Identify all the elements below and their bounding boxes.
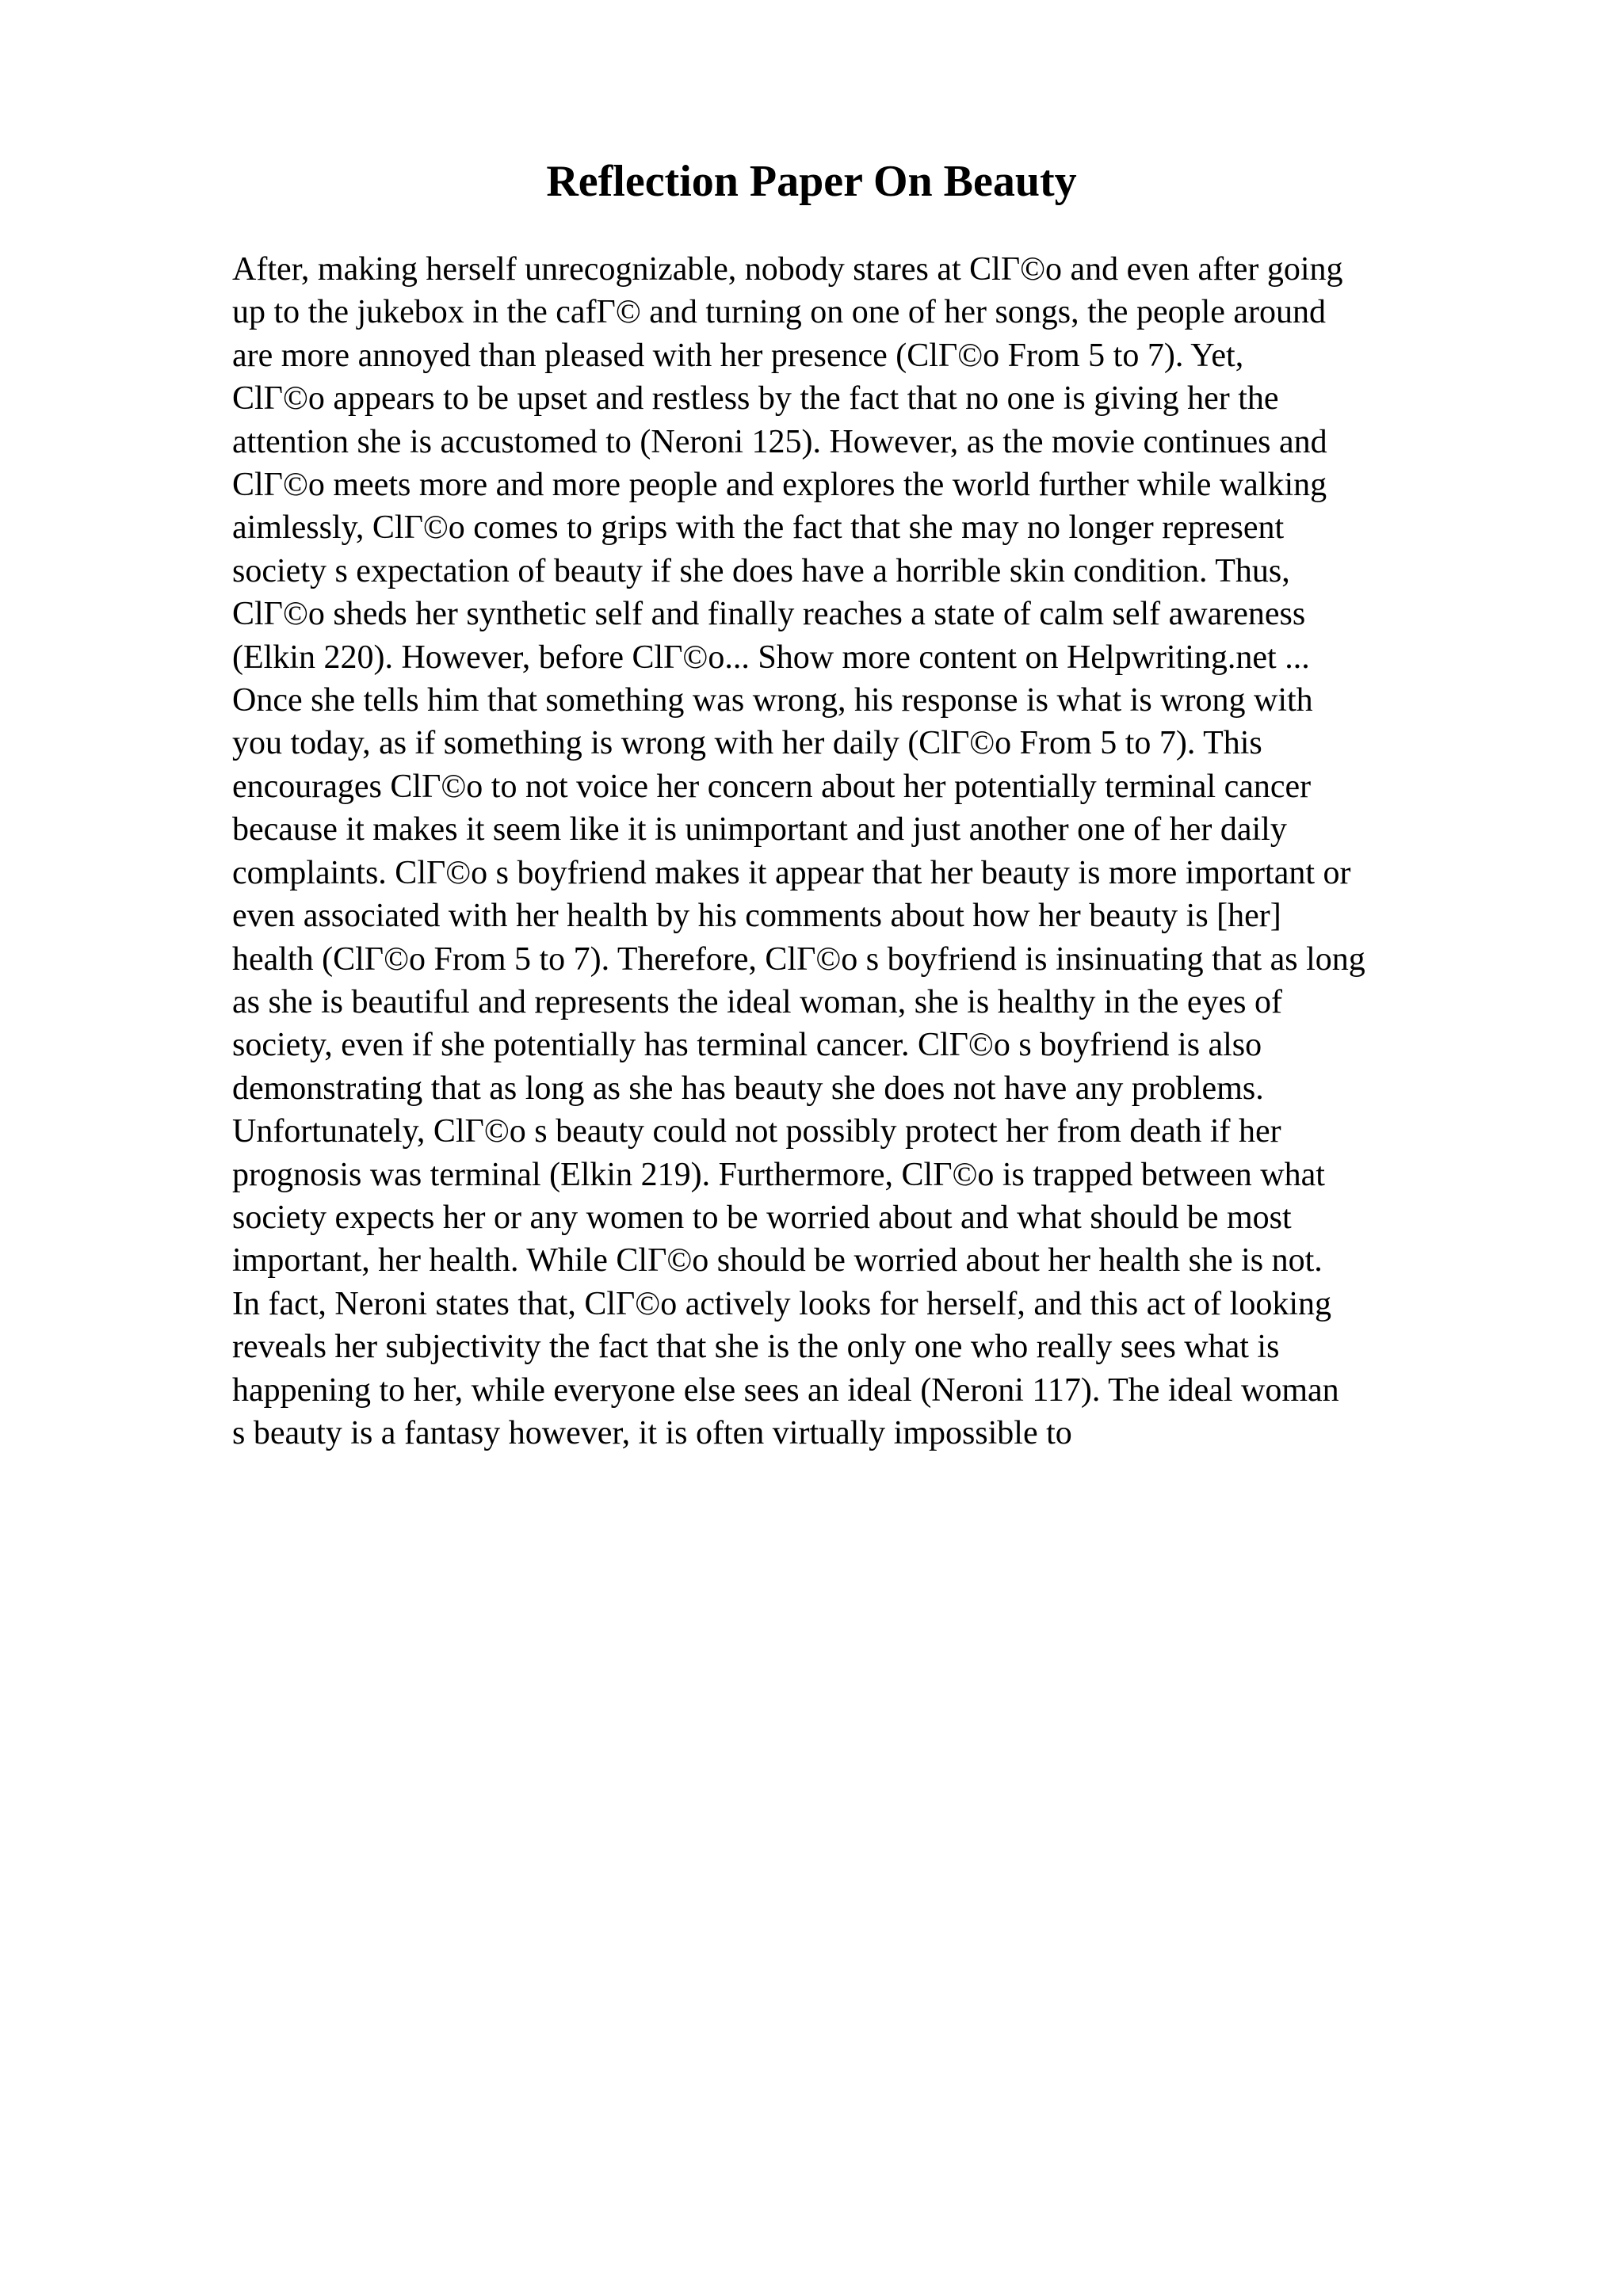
text-line: attention she is accustomed to (Neroni 125). However, as the movie continues and <box>232 423 1327 460</box>
text-line: you today, as if something is wrong with her daily (ClГ©o From 5 to 7). This <box>232 725 1262 762</box>
text-line: are more annoyed than pleased with her presence (ClГ©o From 5 to 7). Yet, <box>232 337 1244 374</box>
text-line: important, her health. While ClГ©o should be worried about her health she is not. <box>232 1242 1323 1280</box>
text-line: society, even if she potentially has terminal cancer. ClГ©o s boyfriend is also <box>232 1027 1262 1064</box>
text-line: ClГ©o meets more and more people and explores the world further while walking <box>232 467 1327 504</box>
text-line: After, making herself unrecognizable, nobody stares at ClГ©o and even after going <box>232 251 1343 288</box>
text-line: society s expectation of beauty if she does have a horrible skin condition. Thus, <box>232 552 1290 589</box>
text-line: (Elkin 220). However, before ClГ©o... Show more content on Helpwriting.net ... <box>232 639 1310 676</box>
text-line: happening to her, while everyone else sees an ideal (Neroni 117). The ideal woman <box>232 1371 1339 1409</box>
document-title: Reflection Paper On Beauty <box>546 157 1077 206</box>
text-line: ClГ©o appears to be upset and restless by the fact that no one is giving her the <box>232 380 1279 418</box>
text-line: ClГ©o sheds her synthetic self and finally reaches a state of calm self awareness <box>232 596 1306 633</box>
text-line: reveals her subjectivity the fact that she is the only one who really sees what is <box>232 1329 1280 1366</box>
text-line: s beauty is a fantasy however, it is often virtually impossible to <box>232 1414 1072 1451</box>
text-line: In fact, Neroni states that, ClГ©o actively looks for herself, and this act of looking <box>232 1285 1332 1322</box>
body-text <box>232 248 1516 1455</box>
text-line: even associated with her health by his comments about how her beauty is [her] <box>232 898 1281 935</box>
text-line: up to the jukebox in the cafГ© and turning on one of her songs, the people around <box>232 294 1327 331</box>
text-line: health (ClГ©o From 5 to 7). Therefore, ClГ©o s boyfriend is insinuating that as long <box>232 940 1365 978</box>
text-line: demonstrating that as long as she has beauty she does not have any problems. <box>232 1070 1264 1107</box>
text-line: as she is beautiful and represents the ideal woman, she is healthy in the eyes of <box>232 983 1282 1020</box>
text-line: Unfortunately, ClГ©o s beauty could not possibly protect her from death if her <box>232 1113 1281 1150</box>
text-line: aimlessly, ClГ©o comes to grips with the fact that she may no longer represent <box>232 509 1285 547</box>
text-line: prognosis was terminal (Elkin 219). Furthermore, ClГ©o is trapped between what <box>232 1156 1325 1193</box>
text-line: complaints. ClГ©o s boyfriend makes it appear that her beauty is more important or <box>232 854 1351 891</box>
text-line: because it makes it seem like it is unimportant and just another one of her daily <box>232 811 1287 849</box>
text-line: Once she tells him that something was wrong, his response is what is wrong with <box>232 682 1313 719</box>
text-line: society expects her or any women to be worried about and what should be most <box>232 1199 1292 1236</box>
text-line: encourages ClГ©o to not voice her concern about her potentially terminal cancer <box>232 768 1312 805</box>
